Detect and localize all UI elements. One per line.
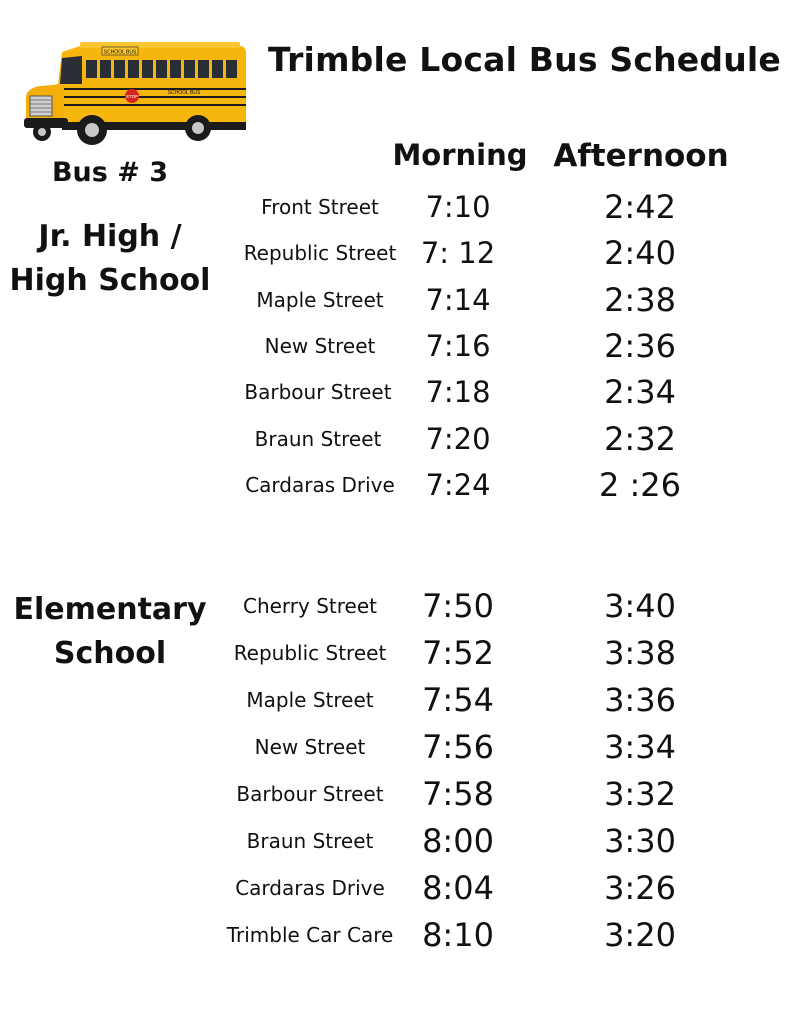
morning-time: 7:16: [425, 329, 491, 363]
afternoon-time: 2:40: [604, 234, 676, 272]
afternoon-time: 3:34: [604, 728, 676, 766]
afternoon-time: 2:34: [604, 373, 676, 411]
morning-time: 7:54: [422, 681, 494, 719]
morning-time: 7:56: [422, 728, 494, 766]
schedule-row: [0, 230, 791, 276]
afternoon-time: 3:26: [604, 869, 676, 907]
schedule-row: [0, 184, 791, 230]
morning-time: 8:04: [422, 869, 494, 907]
section-label-line1: Elementary: [13, 592, 207, 627]
afternoon-time: 3:36: [604, 681, 676, 719]
afternoon-time: 3:38: [604, 634, 676, 672]
schedule-row: [0, 630, 791, 676]
afternoon-time: 3:40: [604, 587, 676, 625]
section-label-line2: School: [53, 636, 167, 671]
morning-time: 7:10: [425, 190, 491, 224]
schedule-row: [0, 912, 791, 958]
stop-name: Trimble Car Care: [226, 923, 394, 947]
morning-time: 8:00: [422, 822, 494, 860]
schedule-row: [0, 865, 791, 911]
bus-grille: [30, 96, 52, 116]
bus-windows: [86, 60, 237, 78]
schedule-row: [0, 818, 791, 864]
stop-name: Cardaras Drive: [235, 876, 385, 900]
stop-sign-text: STOP: [125, 94, 139, 99]
column-header-afternoon: Afternoon: [553, 138, 729, 174]
afternoon-time: 2:38: [604, 281, 676, 319]
bus-sign-text: SCHOOL BUS: [103, 49, 137, 56]
morning-time: 7:20: [425, 422, 491, 456]
school-bus-illustration: [22, 38, 248, 150]
schedule-row: [0, 277, 791, 323]
schedule-row: [0, 462, 791, 508]
afternoon-time: 3:32: [604, 775, 676, 813]
stop-name: Braun Street: [246, 829, 374, 853]
section-label-line2: High School: [9, 263, 211, 298]
schedule-row: [0, 677, 791, 723]
schedule-row: [0, 369, 791, 415]
afternoon-time: 2 :26: [598, 466, 682, 504]
morning-time: 7:18: [425, 375, 491, 409]
morning-time: 7:50: [422, 587, 494, 625]
morning-time: 7:58: [422, 775, 494, 813]
afternoon-time: 2:42: [604, 188, 676, 226]
afternoon-time: 2:36: [604, 327, 676, 365]
stop-name: Front Street: [261, 195, 379, 219]
stop-name: Maple Street: [256, 288, 384, 312]
stop-name: New Street: [254, 735, 366, 759]
stop-name: Barbour Street: [236, 782, 384, 806]
stop-name: Cardaras Drive: [245, 473, 395, 497]
schedule-row: [0, 583, 791, 629]
afternoon-time: 3:30: [604, 822, 676, 860]
schedule-row: [0, 416, 791, 462]
stop-name: Barbour Street: [244, 380, 392, 404]
bus-side-text: SCHOOL BUS: [167, 90, 201, 96]
morning-time: 7: 12: [420, 236, 496, 270]
stop-name: Republic Street: [243, 241, 397, 265]
morning-time: 7:24: [425, 468, 491, 502]
afternoon-time: 3:20: [604, 916, 676, 954]
schedule-row: [0, 724, 791, 770]
stop-name: Maple Street: [246, 688, 374, 712]
column-header-morning: Morning: [392, 138, 528, 172]
schedule-row: [0, 771, 791, 817]
schedule-row: [0, 323, 791, 369]
section-label-line1: Jr. High /: [38, 219, 182, 254]
morning-time: 7:52: [422, 634, 494, 672]
morning-time: 7:14: [425, 283, 491, 317]
page-title: Trimble Local Bus Schedule: [268, 40, 781, 79]
stop-name: Braun Street: [254, 427, 382, 451]
stop-name: Cherry Street: [242, 594, 377, 618]
morning-time: 8:10: [422, 916, 494, 954]
bus-number: Bus # 3: [51, 157, 169, 188]
stop-name: New Street: [264, 334, 376, 358]
stop-name: Republic Street: [233, 641, 387, 665]
afternoon-time: 2:32: [604, 420, 676, 458]
bus-windshield: [60, 56, 82, 84]
